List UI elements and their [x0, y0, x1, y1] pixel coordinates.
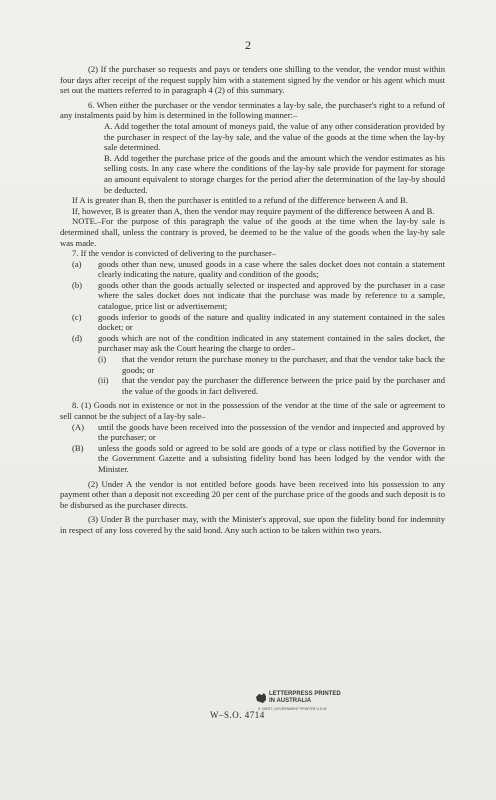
paragraph-6-note: NOTE.–For the purpose of this paragraph the value of the goods at the time when the lay-by sale is determined shall, unless the contrary is proved, be deemed to be the value of the goods when the lay-by sale was made. — [60, 216, 445, 248]
item-text: goods other than new, unused goods in a case where the sales docket does not contain a statement clearly indicating the nature, quality and condition of the goods; — [98, 258, 445, 280]
item-text: goods other than the goods actually selected or inspected and approved by the purchaser in a case where the sales docket does not indicate that the purchase was made by reference to a sample, catalogue, price list or advertisement; — [98, 279, 445, 312]
item-label: (ii) — [98, 375, 109, 386]
list-item — [72, 333, 445, 354]
paragraph-8-intro: 8. (1) Goods not in existence or not in the possession of the vendor at the time of the sale or agreement to sell cannot be the subject of a lay-by sale– — [60, 400, 445, 421]
item-label: (c) — [72, 311, 82, 322]
item-label: (b) — [72, 279, 83, 290]
australia-map-icon — [255, 692, 267, 704]
page-number: 2 — [245, 38, 251, 52]
item-label: (a) — [72, 258, 82, 269]
item-label: (B) — [72, 442, 84, 453]
paragraph-8-3: (3) Under B the purchaser may, with the Minister's approval, sue upon the fidelity bond for indemnity in respect of any loss covered by the said bond. Any such action to be taken within two years. — [60, 514, 445, 535]
list-item — [72, 312, 445, 333]
item-text: unless the goods sold or agreed to be sold are goods of a type or class notified by the Governor in the Government Gazette and a subsisting fidelity bond has been lodged by the vendor with the Minister. — [98, 442, 445, 474]
paragraph-8-2: (2) Under A the vendor is not entitled before goods have been received into his possession to any payment other than a deposit not exceeding 20 per cent of the purchase price of the goods and such deposit is to be disbursed as the purchaser directs. — [60, 478, 445, 510]
item-label: (d) — [72, 332, 83, 343]
footer — [0, 680, 496, 740]
item-text: that the vendor pay the purchaser the difference between the price paid by the purchaser and the value of the goods in fact delivered. — [122, 375, 445, 396]
paragraph-6-if-b: If, however, B is greater than A, then the vendor may require payment of the difference between A and B. — [72, 205, 435, 216]
item-label: (i) — [98, 354, 107, 365]
printer-stamp — [255, 690, 341, 726]
form-reference: W–S.O. 4714 — [210, 710, 265, 720]
paragraph-7-intro: 7. If the vendor is convicted of delivering to the purchaser– — [72, 248, 277, 259]
item-text: goods which are not of the condition indicated in any statement contained in the sales docket, the purchaser may ask the Court hearing the charge to order– — [98, 332, 445, 354]
paragraph-6-intro: 6. When either the purchaser or the vendor terminates a lay-by sale, the purchaser's right to a refund of any instalments paid by him is determined in the following manner:– — [60, 99, 445, 121]
list-item — [72, 443, 445, 475]
sub-list-item — [98, 375, 445, 396]
paragraph-6-if-a: If A is greater than B, then the purchaser is entitled to a refund of the difference between A and B. — [72, 195, 408, 206]
item-label: (A) — [72, 421, 84, 432]
list-item — [72, 422, 445, 443]
list-item — [72, 280, 445, 312]
stamp-text: LETTERPRESS PRINTED IN AUSTRALIA — [269, 691, 341, 704]
paragraph-6-b: B. Add together the purchase price of the goods and the amount which the vendor estimates as his selling costs. In any case where the conditions of the lay-by sale provide for payment for storage an amount equivalent to storage charges for the period after the determination of the lay-by should be deducted. — [104, 152, 445, 195]
paragraph-6-a: A. Add together the total amount of moneys paid, the value of any other consideration provided by the purchaser in respect of the lay-by sale, and the value of the goods at the time when the lay-by sale determined. — [104, 120, 445, 153]
paragraph-5-2: (2) If the purchaser so requests and pays or tenders one shilling to the vendor, the vendor must within four days after receipt of the request supply him with a statement signed by the vendor or his agent which must set out the matters referred to in paragraph 4 (2) of this summary. — [60, 64, 445, 96]
item-text: goods inferior to goods of the nature and quality indicated in any statement contained in the sales docket; or — [98, 311, 445, 333]
stamp-printer-credit: S. WEST, GOVERNMENT PRINTER N.S.W. — [258, 707, 328, 711]
list-item — [72, 259, 445, 280]
sub-list-item — [98, 354, 445, 375]
document-body — [60, 64, 445, 536]
item-text: that the vendor return the purchase money to the purchaser, and that the vendor take back the goods; or — [122, 354, 445, 375]
item-text: until the goods have been received into the possession of the vendor and inspected and approved by the purchaser; or — [98, 421, 445, 443]
